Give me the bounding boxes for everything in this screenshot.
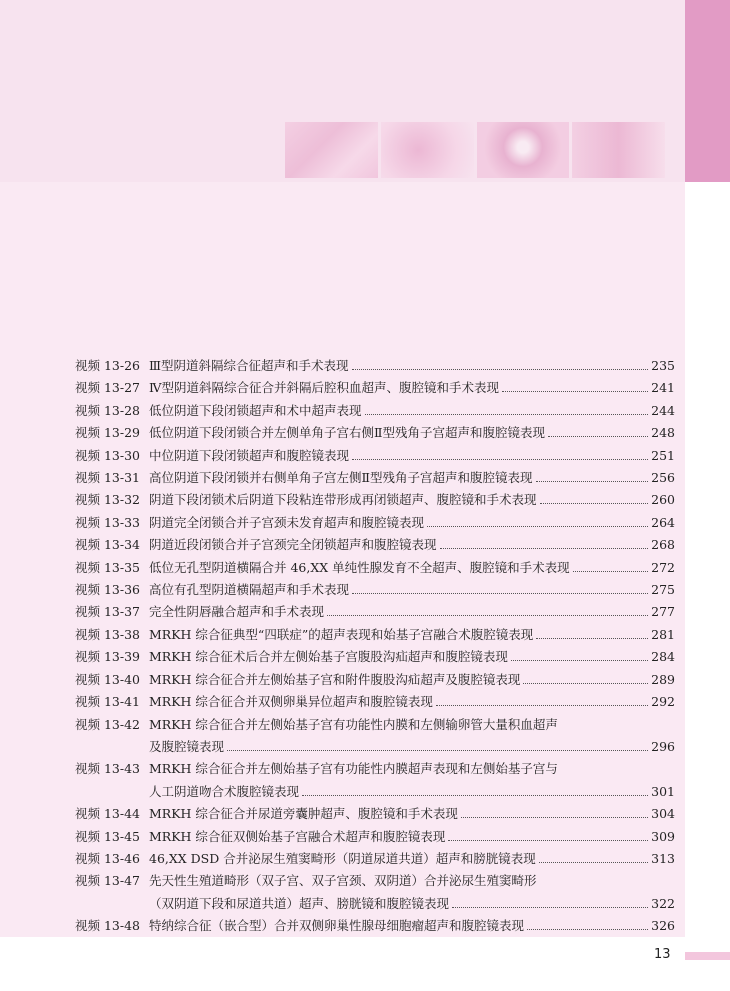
page-reference: 322 xyxy=(651,895,675,911)
dot-leader xyxy=(365,413,649,415)
video-code: 视频 13-27 xyxy=(75,380,141,396)
dot-leader xyxy=(536,637,648,639)
video-code: 视频 13-34 xyxy=(75,537,141,553)
video-code: 视频 13-43 xyxy=(75,761,141,777)
page-reference: 292 xyxy=(651,694,675,710)
video-title: 高位有孔型阴道横隔超声和手术表现 xyxy=(149,582,350,598)
toc-entry[interactable] xyxy=(75,422,675,444)
video-code: 视频 13-36 xyxy=(75,582,141,598)
toc-entry[interactable] xyxy=(75,803,675,825)
video-code: 视频 13-47 xyxy=(75,873,141,889)
page-reference: 313 xyxy=(651,850,675,866)
toc-entry[interactable] xyxy=(75,534,675,556)
video-code: 视频 13-29 xyxy=(75,425,141,441)
video-title: MRKH 综合征合并左侧始基子宫和附件腹股沟疝超声及腹腔镜表现 xyxy=(149,671,521,687)
video-title: 人工阴道吻合术腹腔镜表现 xyxy=(149,783,300,799)
video-title: Ⅳ型阴道斜隔综合征合并斜隔后腔积血超声、腹腔镜和手术表现 xyxy=(149,380,499,396)
video-code: 视频 13-48 xyxy=(75,918,141,934)
video-code: 视频 13-28 xyxy=(75,402,141,418)
video-code: 视频 13-37 xyxy=(75,604,141,620)
video-code: 视频 13-38 xyxy=(75,626,141,642)
video-code: 视频 13-32 xyxy=(75,492,141,508)
page-reference: 304 xyxy=(651,806,675,822)
video-code: 视频 13-40 xyxy=(75,671,141,687)
toc-entry[interactable] xyxy=(75,758,675,803)
page-number-tab xyxy=(685,952,730,960)
video-code: 视频 13-42 xyxy=(75,716,141,732)
toc-entry[interactable] xyxy=(75,826,675,848)
dot-leader xyxy=(573,570,649,572)
header-image-strip xyxy=(285,122,665,178)
video-code: 视频 13-35 xyxy=(75,559,141,575)
video-title: 中位阴道下段闭锁超声和腹腔镜表现 xyxy=(149,447,350,463)
page-reference: 256 xyxy=(651,470,675,486)
toc-entry[interactable] xyxy=(75,400,675,422)
dot-leader xyxy=(536,480,649,482)
page-reference: 248 xyxy=(651,425,675,441)
toc-entry[interactable] xyxy=(75,646,675,668)
video-title: 阴道近段闭锁合并子宫颈完全闭锁超声和腹腔镜表现 xyxy=(149,537,437,553)
page-reference: 260 xyxy=(651,492,675,508)
toc-entry[interactable] xyxy=(75,669,675,691)
dot-leader xyxy=(539,861,648,863)
toc-entry[interactable] xyxy=(75,915,675,937)
dot-leader xyxy=(527,928,648,930)
dot-leader xyxy=(352,368,649,370)
video-title: 特纳综合征（嵌合型）合并双侧卵巢性腺母细胞瘤超声和腹腔镜表现 xyxy=(149,918,525,934)
page-reference: 301 xyxy=(651,783,675,799)
video-title: MRKH 综合征合并左侧始基子宫有功能性内膜超声表现和左侧始基子宫与 xyxy=(149,761,558,777)
video-title: MRKH 综合征合并左侧始基子宫有功能性内膜和左侧输卵管大量积血超声 xyxy=(149,716,558,732)
video-title: MRKH 综合征合并双侧卵巢异位超声和腹腔镜表现 xyxy=(149,694,433,710)
dot-leader xyxy=(302,794,648,796)
video-title: MRKH 综合征典型“四联症”的超声表现和始基子宫融合术腹腔镜表现 xyxy=(149,626,534,642)
video-title: Ⅲ型阴道斜隔综合征超声和手术表现 xyxy=(149,358,349,373)
page-reference: 277 xyxy=(651,604,675,620)
toc-entry[interactable] xyxy=(75,557,675,579)
video-code: 视频 13-39 xyxy=(75,649,141,665)
dot-leader xyxy=(440,547,649,549)
video-code: 视频 13-46 xyxy=(75,850,141,866)
video-code: 视频 13-33 xyxy=(75,514,141,530)
video-code: 视频 13-31 xyxy=(75,470,141,486)
toc-entry[interactable] xyxy=(75,489,675,511)
video-code: 视频 13-41 xyxy=(75,694,141,710)
dot-leader xyxy=(511,659,648,661)
chapter-color-tab xyxy=(685,0,730,182)
video-title: MRKH 综合征合并尿道旁囊肿超声、腹腔镜和手术表现 xyxy=(149,806,458,822)
video-title: 阴道下段闭锁术后阴道下段粘连带形成再闭锁超声、腹腔镜和手术表现 xyxy=(149,492,537,508)
toc-entry[interactable] xyxy=(75,714,675,759)
page-reference: 296 xyxy=(651,738,675,754)
page-reference: 241 xyxy=(651,380,675,396)
page-reference: 235 xyxy=(651,358,675,373)
video-title: 低位无孔型阴道横隔合并 46,XX 单纯性腺发育不全超声、腹腔镜和手术表现 xyxy=(149,559,570,575)
dot-leader xyxy=(327,614,648,616)
video-title: 及腹腔镜表现 xyxy=(149,738,225,754)
toc-entry[interactable] xyxy=(75,691,675,713)
dot-leader xyxy=(227,749,648,751)
video-title: 完全性阴唇融合超声和手术表现 xyxy=(149,604,325,620)
page-reference: 264 xyxy=(651,514,675,530)
video-title: 阴道完全闭锁合并子宫颈未发育超声和腹腔镜表现 xyxy=(149,514,425,530)
header-ultrasound-image xyxy=(285,122,378,178)
dot-leader xyxy=(352,458,648,460)
toc-entry[interactable] xyxy=(75,377,675,399)
page-reference: 272 xyxy=(651,559,675,575)
toc-entry[interactable] xyxy=(75,579,675,601)
dot-leader xyxy=(448,839,648,841)
toc-entry[interactable] xyxy=(75,512,675,534)
toc-entry[interactable] xyxy=(75,467,675,489)
page-reference: 251 xyxy=(651,447,675,463)
page-reference: 281 xyxy=(651,626,675,642)
header-ultrasound-image xyxy=(477,122,570,178)
video-title: 低位阴道下段闭锁合并左侧单角子宫右侧Ⅱ型残角子宫超声和腹腔镜表现 xyxy=(149,425,545,441)
header-ultrasound-image xyxy=(572,122,665,178)
page-reference: 284 xyxy=(651,649,675,665)
toc-entry[interactable] xyxy=(75,601,675,623)
dot-leader xyxy=(523,682,648,684)
toc-entry[interactable] xyxy=(75,624,675,646)
toc-entry[interactable] xyxy=(75,870,675,915)
dot-leader xyxy=(452,906,648,908)
page-reference: 275 xyxy=(651,582,675,598)
video-table-of-contents xyxy=(75,355,675,938)
video-code: 视频 13-44 xyxy=(75,806,141,822)
video-code: 视频 13-30 xyxy=(75,447,141,463)
video-code: 视频 13-26 xyxy=(75,358,141,373)
toc-entry[interactable] xyxy=(75,445,675,467)
dot-leader xyxy=(352,592,648,594)
dot-leader xyxy=(540,502,649,504)
dot-leader xyxy=(427,525,648,527)
video-title: MRKH 综合征双侧始基子宫融合术超声和腹腔镜表现 xyxy=(149,828,446,844)
dot-leader xyxy=(548,435,648,437)
page-reference: 289 xyxy=(651,671,675,687)
toc-entry[interactable] xyxy=(75,848,675,870)
page-reference: 244 xyxy=(651,402,675,418)
page-reference: 268 xyxy=(651,537,675,553)
video-title: 高位阴道下段闭锁并右侧单角子宫左侧Ⅱ型残角子宫超声和腹腔镜表现 xyxy=(149,470,533,486)
video-code: 视频 13-45 xyxy=(75,828,141,844)
page-reference: 326 xyxy=(651,918,675,934)
dot-leader xyxy=(436,704,648,706)
header-ultrasound-image xyxy=(381,122,474,178)
page-reference: 309 xyxy=(651,828,675,844)
toc-entry[interactable] xyxy=(75,355,675,377)
dot-leader xyxy=(461,816,648,818)
video-title: MRKH 综合征术后合并左侧始基子宫腹股沟疝超声和腹腔镜表现 xyxy=(149,649,508,665)
video-title: 46,XX DSD 合并泌尿生殖窦畸形（阴道尿道共道）超声和膀胱镜表现 xyxy=(149,850,536,866)
video-title: （双阴道下段和尿道共道）超声、膀胱镜和腹腔镜表现 xyxy=(149,895,450,911)
video-title: 低位阴道下段闭锁超声和术中超声表现 xyxy=(149,402,362,418)
video-title: 先天性生殖道畸形（双子宫、双子宫颈、双阴道）合并泌尿生殖窦畸形 xyxy=(149,873,537,889)
page-number: 13 xyxy=(654,947,671,962)
dot-leader xyxy=(502,390,648,392)
